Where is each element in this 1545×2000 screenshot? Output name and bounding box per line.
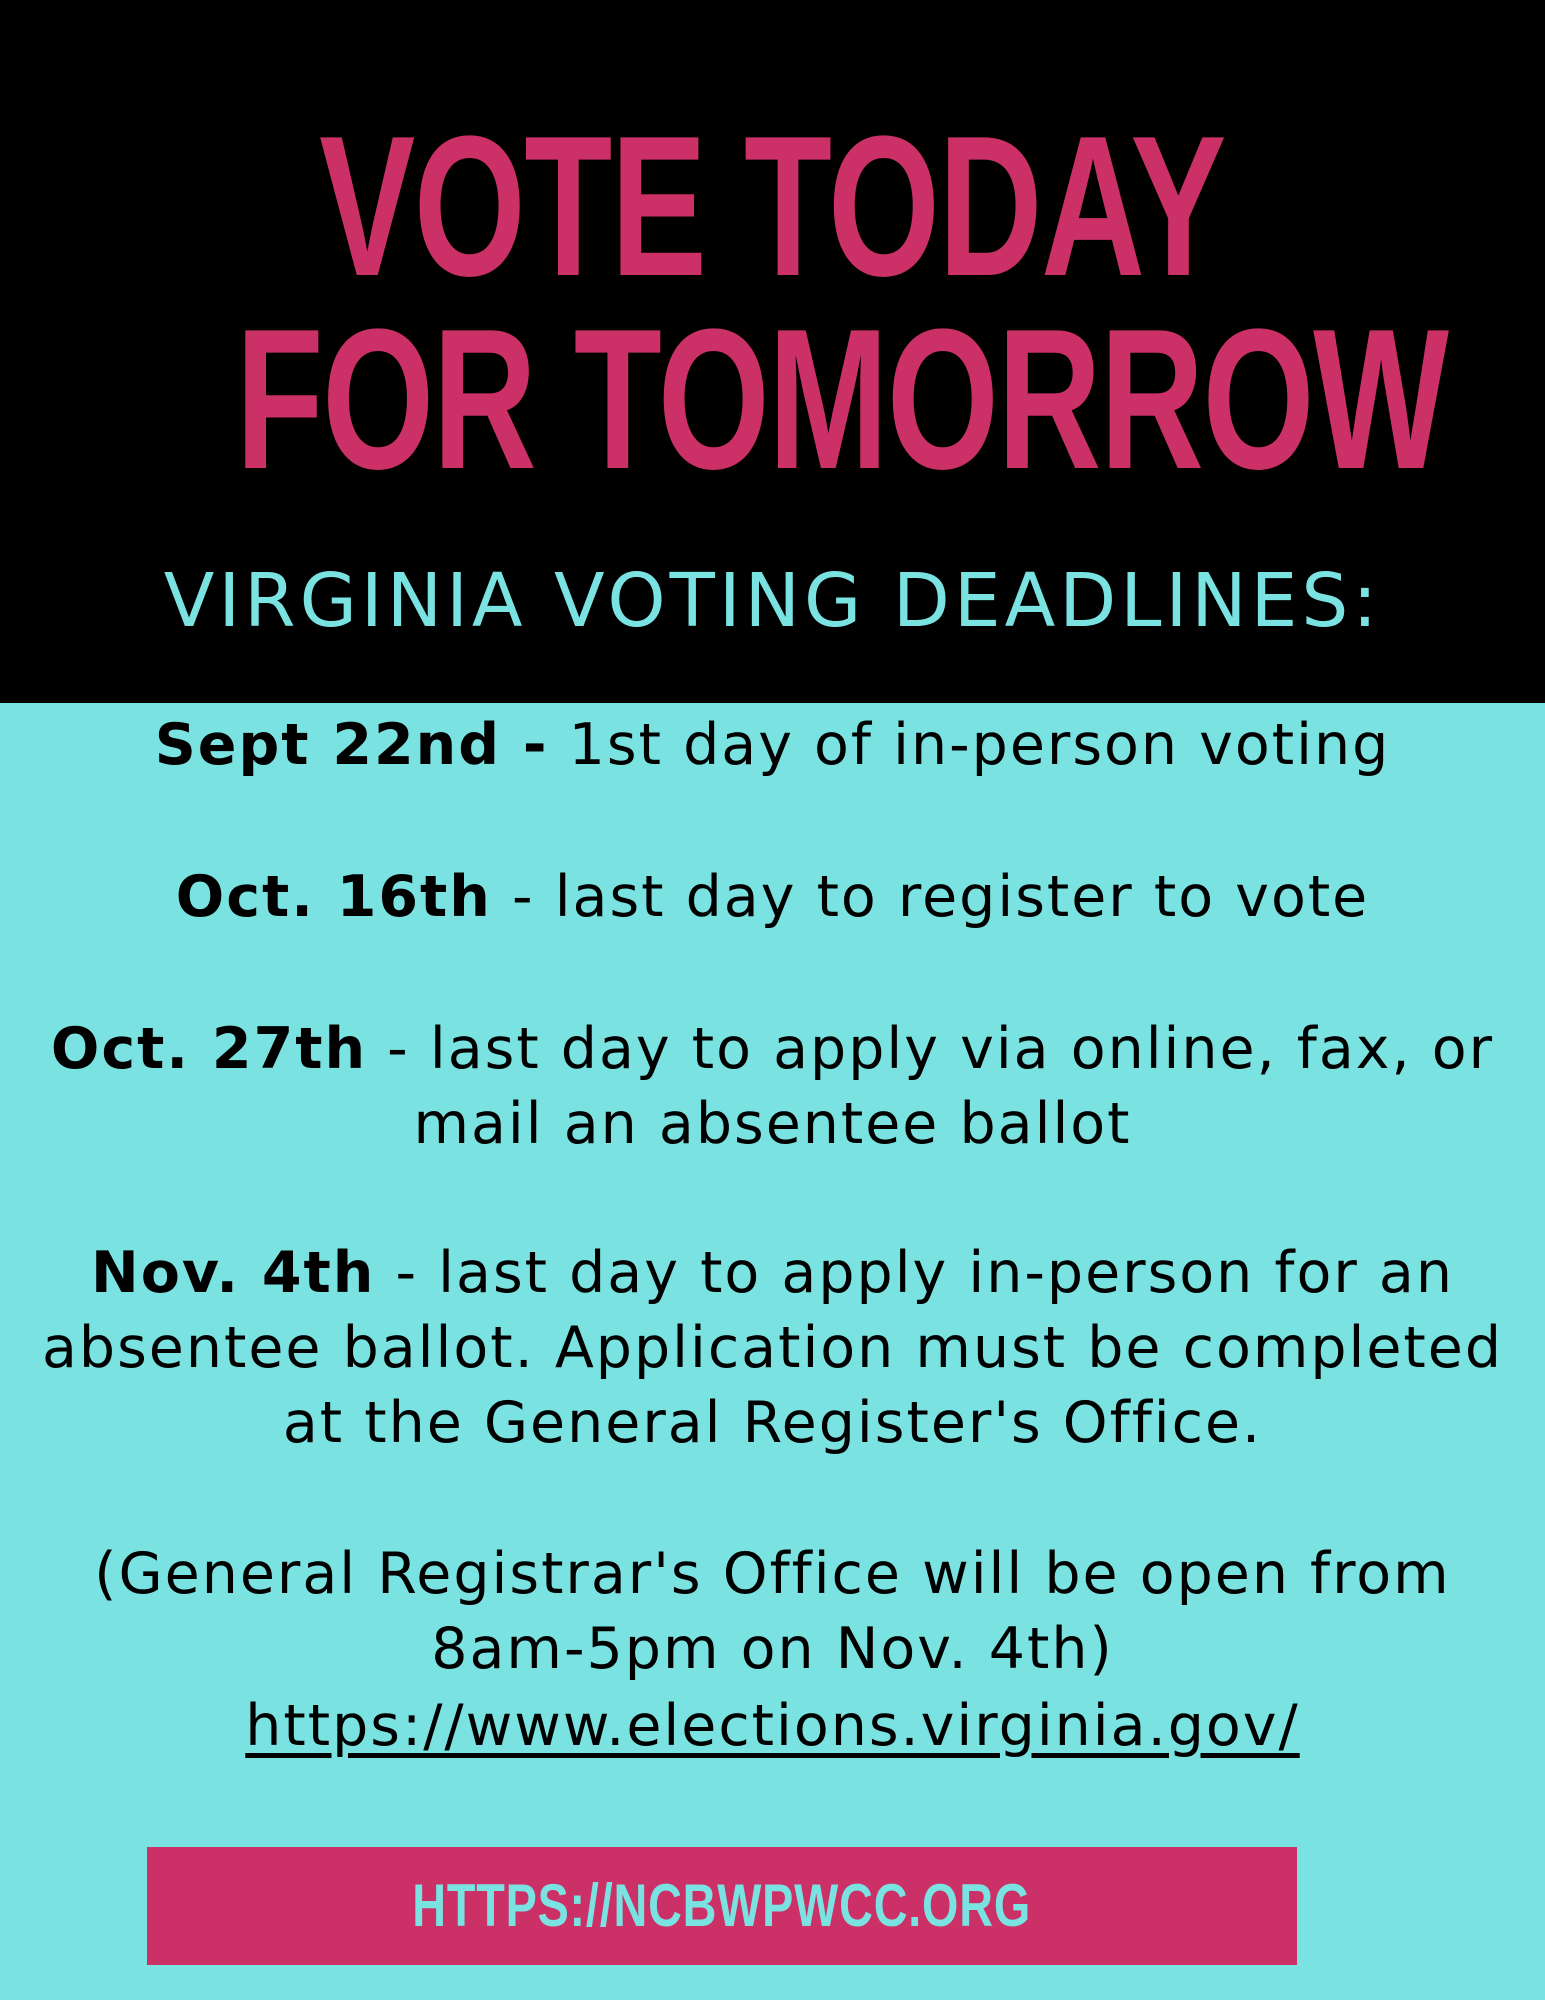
footer-link[interactable]	[147, 1847, 1297, 1965]
deadline-date: Oct. 27th	[50, 1016, 368, 1082]
subtitle: VIRGINIA VOTING DEADLINES:	[163, 558, 1382, 644]
title-line-2	[0, 288, 1545, 511]
elections-link[interactable]: https://www.elections.virginia.gov/	[245, 1693, 1300, 1759]
title-line-1	[0, 95, 1545, 318]
deadline-text: - last day to apply via online, fax, or mail an absentee ballot	[367, 1016, 1495, 1157]
deadline-text: - last day to apply in-person for an absentee ballot. Application must be completed at the General Register's Office.	[41, 1240, 1504, 1456]
office-hours-note: (General Registrar's Office will be open from 8am-5pm on Nov. 4th)	[94, 1541, 1451, 1682]
title-line-1-text: VOTE TODAY	[319, 95, 1226, 318]
deadline-date: Nov. 4th	[91, 1240, 376, 1306]
title-line-2-text: FOR TOMORROW	[235, 288, 1448, 511]
deadline-item	[0, 1236, 1545, 1461]
deadline-text: - last day to register to vote	[491, 864, 1370, 930]
deadline-date: Sept 22nd -	[154, 712, 549, 778]
deadline-item	[0, 1012, 1545, 1162]
deadline-text: 1st day of in-person voting	[548, 712, 1391, 778]
deadline-item	[0, 860, 1545, 935]
footer-link-text[interactable]: HTTPS://NCBWPWCC.ORG	[412, 1872, 1032, 1939]
deadline-item	[0, 708, 1545, 783]
deadline-date: Oct. 16th	[175, 864, 492, 930]
